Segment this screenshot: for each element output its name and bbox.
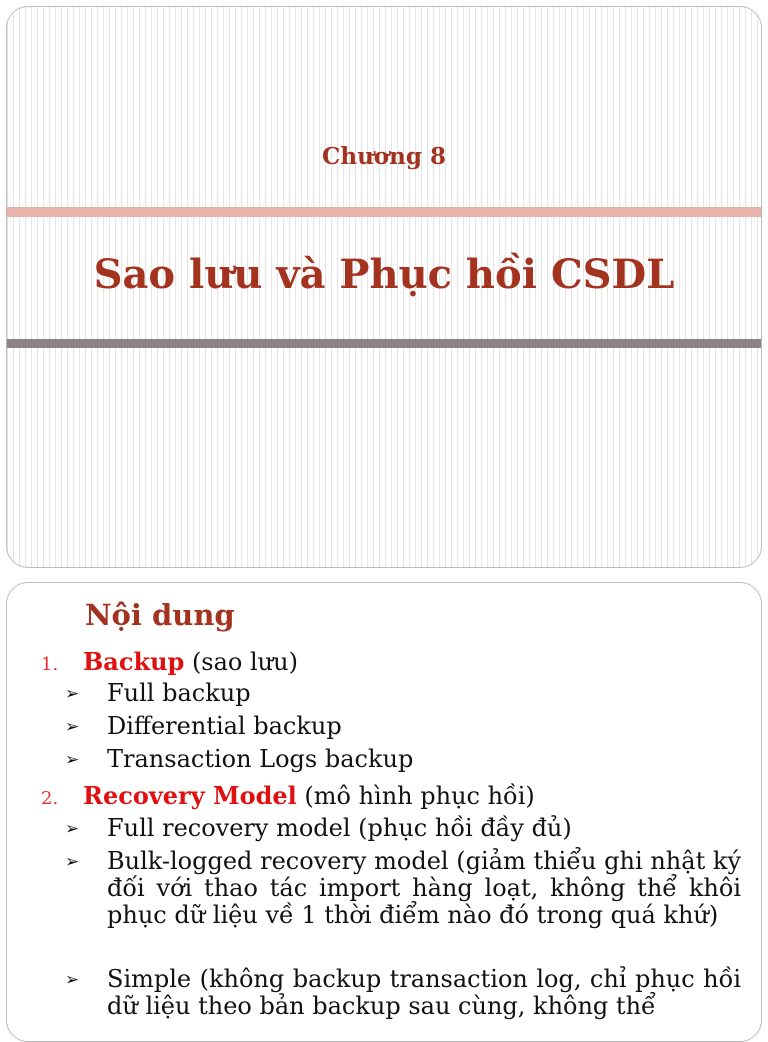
slide-title: Sao lưu và Phục hồi CSDL — [93, 251, 675, 298]
section-description: (mô hình phục hồi) — [296, 782, 535, 810]
list-item — [65, 848, 741, 929]
list-item — [65, 966, 741, 1020]
section-number: 1. — [41, 654, 59, 675]
contents-slide — [6, 582, 762, 1042]
section-keyword: Backup — [83, 647, 185, 676]
decorative-band-bottom — [7, 339, 761, 348]
section-recovery-model — [41, 781, 751, 813]
arrow-bullet-icon: ➢ — [65, 717, 80, 737]
list-item — [65, 713, 741, 740]
section-keyword: Recovery Model — [83, 781, 297, 810]
section-description: (sao lưu) — [184, 648, 298, 676]
title-slide — [6, 6, 762, 568]
arrow-bullet-icon: ➢ — [65, 819, 80, 839]
arrow-bullet-icon: ➢ — [65, 852, 80, 872]
list-item — [65, 680, 741, 707]
contents-heading: Nội dung — [85, 598, 235, 632]
list-item — [65, 815, 741, 842]
list-item-text: Full recovery model (phục hồi đầy đủ) — [107, 814, 572, 842]
list-item-text: Differential backup — [107, 712, 342, 740]
arrow-bullet-icon: ➢ — [65, 970, 80, 990]
chapter-label: Chương 8 — [322, 143, 446, 170]
list-item — [65, 746, 741, 773]
list-item-text: Simple (không backup transaction log, chỉ phục hồi dữ liệu theo bản backup sau cùng, không thể — [107, 965, 741, 1020]
arrow-bullet-icon: ➢ — [65, 684, 80, 704]
section-number: 2. — [41, 788, 59, 809]
list-item-text: Full backup — [107, 679, 251, 707]
list-item-text: Bulk-logged recovery model (giảm thiểu ghi nhật ký đối với thao tác import hàng loạt, không thể khôi phục dữ liệu về 1 thời điểm nào đó trong quá khứ) — [107, 847, 741, 929]
section-backup — [41, 647, 751, 679]
arrow-bullet-icon: ➢ — [65, 750, 80, 770]
decorative-band-top — [7, 207, 761, 217]
list-item-text: Transaction Logs backup — [107, 745, 414, 773]
